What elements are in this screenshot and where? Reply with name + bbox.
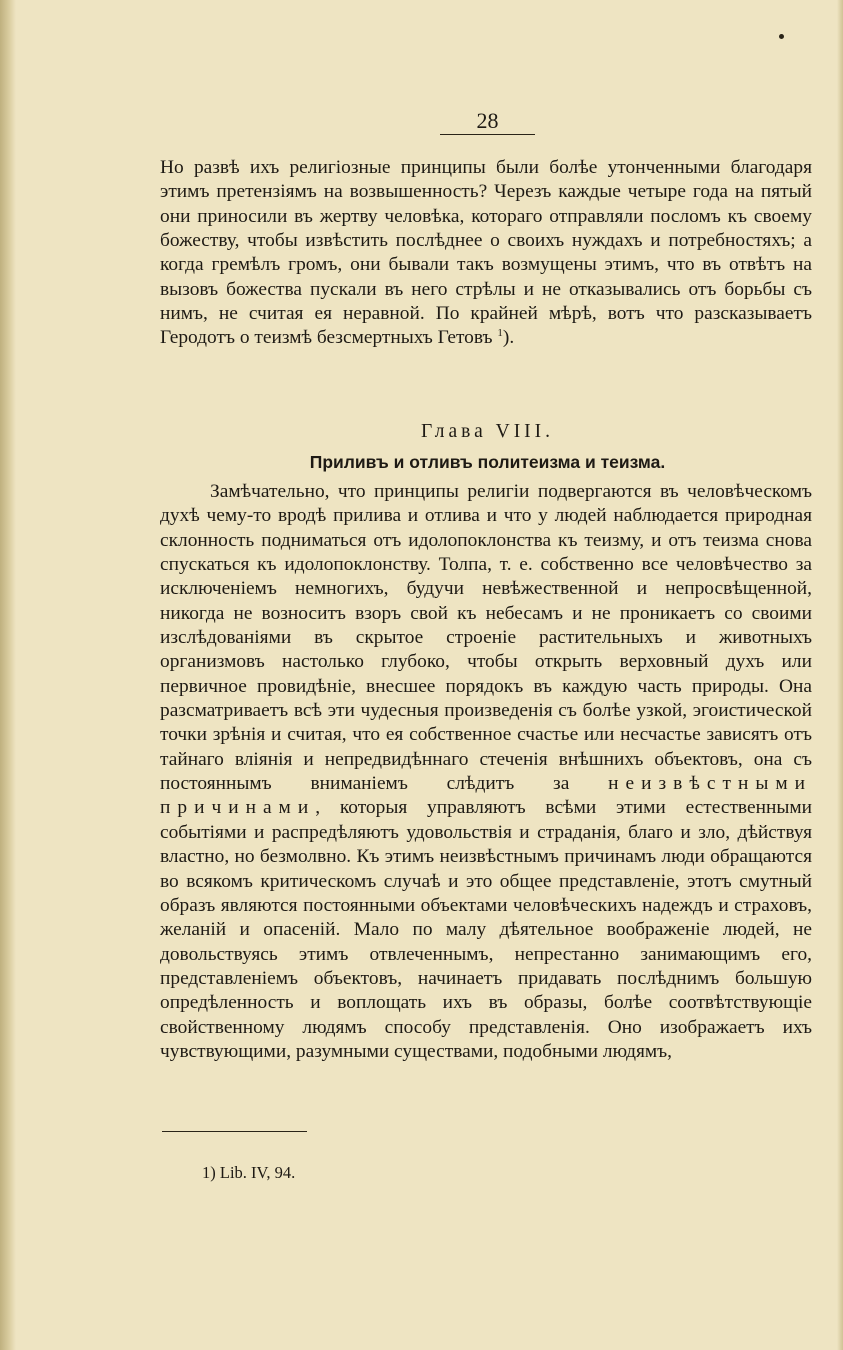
chapter-label: Глава VIII. — [420, 421, 555, 442]
emphasized-phrase: неизвѣстными причинами — [160, 773, 812, 819]
footnote: 1) Lib. IV, 94. — [202, 1163, 296, 1182]
paragraph-text: Замѣчательно, что принципы религіи подвергаются въ человѣческомъ духѣ чему-то вродѣ прилива и отлива и что у людей наблюдается природная склонность подниматься отъ идолопоклонства къ теизму, и отъ теизма снова спускаться къ идолопоклонству. Толпа, т. е. собственно все человѣчество за исключеніемъ немногихъ, будучи невѣжественной и непросвѣщенной, никогда не возноситъ взоръ свой къ небесамъ и не проникаетъ со своими изслѣдованіями въ скрытое строеніе растительныхъ и животныхъ организмовъ настолько глубоко, чтобы открыть верховный духъ или первичное провидѣніе, внесшее порядокъ въ каждую часть природы. Она разсматриваетъ всѣ эти чудесныя произведенія съ болѣе узкой, эгоистической точки зрѣнія и считая, что ея собственное счастье или несчастье зависятъ отъ тайнаго вліянія и непредвидѣннаго стеченія внѣшнихъ объектовъ, она съ постояннымъ вниманіемъ слѣдитъ за — [160, 481, 812, 795]
paragraph-text-end: , которыя управляютъ всѣми этими естественными событіями и распредѣляютъ удовольствія и страданія, благо и зло, дѣйствуя властно, но безмолвно. Къ этимъ неизвѣстнымъ причинамъ люди обращаются во всякомъ критическомъ случаѣ и это общее представленіе, этотъ смутный образъ являются постоянными объектами человѣческихъ надеждъ и страховъ, желаній и опасеній. Мало по малу дѣятельное воображеніе людей, не довольствуясь этимъ отвлеченнымъ, непрестанно занимающимъ его, представленіемъ объектовъ, начинаетъ придавать послѣднимъ большую опредѣленность и воплощать ихъ въ образы, болѣе соотвѣтствующіе свойственному людямъ способу представленія. Оно изображаетъ ихъ чувствующими, разумными существами, подобными людямъ, — [160, 797, 812, 1062]
chapter-title: Приливъ и отливъ политеизма и теизма. — [309, 452, 666, 472]
paragraph-tides-of-religion — [160, 480, 812, 1064]
ink-speck — [779, 34, 784, 39]
footnote-reference: 1 — [497, 327, 503, 340]
footnote-rule — [162, 1131, 307, 1132]
page-number: 28 — [476, 108, 499, 133]
page-edge — [837, 0, 843, 1350]
page-number-rule — [440, 134, 535, 135]
paragraph-herodotus — [160, 156, 812, 351]
page-gutter-shadow — [0, 0, 16, 1350]
paragraph-text-end: ). — [502, 327, 515, 349]
paragraph-text: Но развѣ ихъ религіозные принципы были болѣе утонченными благодаря этимъ претензіямъ на возвышенность? Черезъ каждые четыре года на пятый они приносили въ жертву человѣка, котораго отправляли посломъ къ своему божеству, чтобы извѣстить послѣднее о своихъ нуждахъ и потребностяхъ; а когда гремѣлъ громъ, они бывали такъ возмущены этимъ, что въ отвѣтъ на вызовъ божества пускали въ него стрѣлы и не отказывались отъ борьбы съ нимъ, не считая ея неравной. По крайней мѣрѣ, вотъ что разсказываетъ Геродотъ о теизмѣ безсмертныхъ Гетовъ — [160, 157, 812, 349]
